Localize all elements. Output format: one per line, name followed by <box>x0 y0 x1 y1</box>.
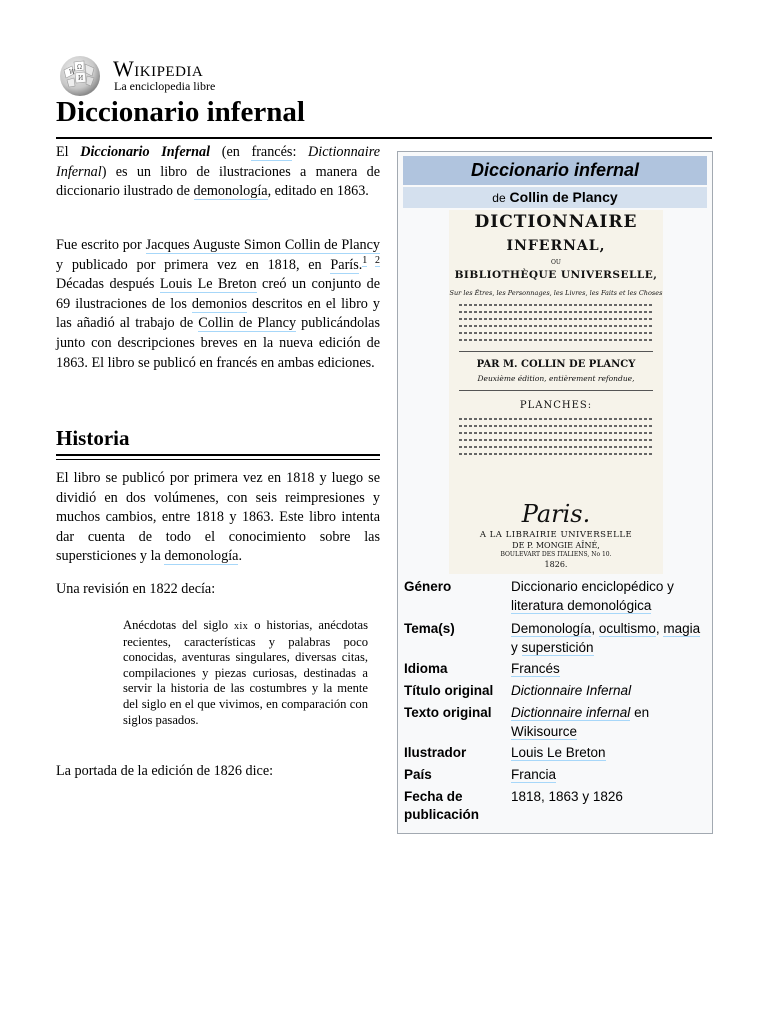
infobox-title: Diccionario infernal <box>403 156 707 185</box>
text-run: creó un conjunto de 69 ilustraciones de los <box>56 276 380 312</box>
cover-fine-print <box>459 325 653 327</box>
infobox-value-fecha: 1818, 1863 y 1826 <box>511 789 623 804</box>
link-frances[interactable]: francés <box>251 144 293 160</box>
cover-rule <box>459 390 653 391</box>
link-louis-le-breton[interactable]: Louis Le Breton <box>159 276 257 293</box>
cover-fine-print <box>459 339 653 341</box>
section-heading-historia: Historia <box>56 426 130 450</box>
cover-fine-print <box>459 311 653 313</box>
link-paris[interactable]: París <box>330 256 359 273</box>
link-supersticion[interactable]: superstición <box>521 639 594 655</box>
link-frances-infobox[interactable]: Francés <box>511 661 560 676</box>
link-ocultismo[interactable]: ocultismo <box>598 621 656 636</box>
text-run: . <box>358 256 363 273</box>
wikipedia-logo[interactable] <box>56 54 256 98</box>
wikipedia-tagline: La enciclopedia libre <box>114 79 216 93</box>
wikipedia-globe-icon <box>56 54 104 98</box>
link-louis-le-breton-infobox[interactable]: Louis Le Breton <box>511 745 606 760</box>
link-dictionnaire-wikisource[interactable]: Dictionnaire infernal <box>511 705 631 720</box>
cover-line: PLANCHES: <box>519 400 593 411</box>
cover-fine-print <box>459 432 653 434</box>
infobox-value-idioma <box>511 660 707 679</box>
text-run: publicándolas junto con descripciones breves en la nueva edición de 1863. El libro se publicó en francés en ambas ediciones. <box>56 315 380 371</box>
link-francia[interactable]: Francia <box>511 767 557 782</box>
cover-line: OU <box>551 259 561 266</box>
cover-line: Paris. <box>521 500 591 528</box>
infobox-label-texto: Texto original <box>404 705 492 720</box>
reference-2[interactable]: 2 <box>375 254 380 266</box>
infobox-label-titulo: Título original <box>404 683 494 698</box>
infobox-value-titulo: Dictionnaire Infernal <box>511 683 632 698</box>
cover-fine-print <box>459 318 653 320</box>
text-run: y publicado por primera vez en 1818, en <box>56 256 331 273</box>
link-collin-de-plancy[interactable]: Collin de Plancy <box>198 315 297 332</box>
page-title: Diccionario infernal <box>56 96 305 128</box>
cover-line: BOULEVART DES ITALIENS, No 10. <box>500 551 612 558</box>
infobox-label-temas: Tema(s) <box>404 621 455 636</box>
cover-fine-print <box>459 439 653 441</box>
cover-line: PAR M. COLLIN DE PLANCY <box>476 359 636 370</box>
infobox-label-genero: Género <box>404 579 452 594</box>
text-run: Fue escrito por <box>56 237 146 253</box>
separator: , <box>655 621 664 636</box>
text-run: ) es un libro de ilustraciones a manera de diccionario ilustrado de <box>56 163 380 200</box>
historia-paragraph-2 <box>56 580 380 600</box>
cover-fine-print <box>459 446 653 448</box>
cover-fine-print <box>459 332 653 334</box>
link-demonios[interactable]: demonios <box>191 295 248 312</box>
original-title: Dictionnaire Infernal <box>56 144 380 180</box>
cover-line: Deuxième édition, entièrement refondue, <box>477 374 635 383</box>
cover-line: BIBLIOTHÈQUE UNIVERSELLE, <box>454 269 658 281</box>
text-run: (en <box>210 144 252 160</box>
article-subject: Diccionario Infernal <box>80 144 211 160</box>
link-magia[interactable]: magia <box>663 621 701 636</box>
cover-fine-print <box>459 453 653 455</box>
text-run: descritos en el libro y las añadió al trabajo de <box>56 295 380 332</box>
cover-image[interactable] <box>449 210 663 574</box>
infobox-value-temas <box>511 620 707 657</box>
cover-line: INFERNAL, <box>506 238 606 254</box>
infobox-value-ilustrador <box>511 744 707 763</box>
text-run: : <box>292 144 309 160</box>
link-demonologia-infobox[interactable]: Demonología <box>511 621 592 636</box>
infobox-label-ilustrador: Ilustrador <box>404 745 467 760</box>
link-infobox-author[interactable] <box>510 189 618 205</box>
section-divider <box>56 459 380 460</box>
century-numeral: xix <box>234 621 249 632</box>
quote-text: o historias, anécdotas recientes, características y palabras poco conocidas, aventuras singulares, diversas citas, compilaciones y piezas curiosas, destinadas a servir la historia de las costumbres y la mente del siglo en el que vivimos, en comparación con siglos pasados. <box>123 618 369 727</box>
infobox-author <box>403 187 707 208</box>
separator: en <box>630 705 650 720</box>
blockquote <box>123 618 368 728</box>
paragraph-text: La portada de la edición de 1826 dice: <box>56 763 274 779</box>
author-prefix: de <box>492 191 506 205</box>
link-literatura-demonologica[interactable]: literatura demonológica <box>511 597 652 613</box>
svg-text:W: W <box>69 69 76 76</box>
cover-line: 1826. <box>544 560 568 569</box>
cover-line: Sur les Êtres, les Personnages, les Livres, les Faits et les Choses <box>449 289 663 297</box>
cover-fine-print <box>459 425 653 427</box>
link-demonologia-2[interactable]: demonología <box>164 548 239 565</box>
wikipedia-wordmark: Wikipedia <box>113 56 204 81</box>
historia-paragraph-1 <box>56 469 380 567</box>
paragraph-text: Una revisión en 1822 decía: <box>56 581 216 597</box>
intro-paragraph-1 <box>56 143 380 202</box>
quote-text: Anécdotas del siglo <box>123 618 234 632</box>
text-run: El libro se publicó por primera vez en 1818 y luego se dividió en dos volúmenes, con seis reimpresiones y muchos cambios, entre 1818 y 1863. Este libro intenta dar cuenta de todo el conocimiento sobre las supersticiones y la <box>56 470 380 565</box>
intro-paragraph-2 <box>56 236 380 373</box>
infobox <box>397 151 713 834</box>
section-divider <box>56 454 380 456</box>
link-demonologia[interactable]: demonología <box>193 183 268 200</box>
text-run: , editado en 1863. <box>267 183 369 200</box>
text-run: El <box>56 144 81 160</box>
infobox-value-texto <box>511 704 707 741</box>
title-divider <box>56 137 712 139</box>
author-name: Collin de Plancy <box>509 189 618 205</box>
cover-fine-print <box>459 418 653 420</box>
separator: y <box>511 639 522 655</box>
infobox-value-genero <box>511 578 707 615</box>
infobox-value-pais <box>511 766 707 785</box>
text-run: . <box>238 548 242 565</box>
cover-rule <box>459 351 653 352</box>
cover-fine-print <box>459 304 653 306</box>
infobox-label-fecha: Fecha de publicación <box>404 789 480 822</box>
cover-line: DE P. MONGIE AÎNÉ, <box>512 541 600 550</box>
link-author[interactable]: Jacques Auguste Simon Collin de Plancy <box>145 237 380 253</box>
infobox-label-pais: País <box>404 767 432 782</box>
cover-line: A LA LIBRAIRIE UNIVERSELLE <box>479 530 633 540</box>
link-wikisource[interactable]: Wikisource <box>511 723 578 739</box>
svg-text:И: И <box>78 75 84 82</box>
text-run: Décadas después <box>56 276 160 293</box>
value-text: Diccionario enciclopédico y <box>511 579 674 594</box>
reference-1[interactable]: 1 <box>362 254 368 266</box>
cover-line: DICTIONNAIRE <box>474 212 638 232</box>
infobox-label-idioma: Idioma <box>404 661 448 676</box>
svg-text:Ω: Ω <box>77 64 82 71</box>
separator: , <box>591 621 599 636</box>
historia-paragraph-3 <box>56 762 380 782</box>
